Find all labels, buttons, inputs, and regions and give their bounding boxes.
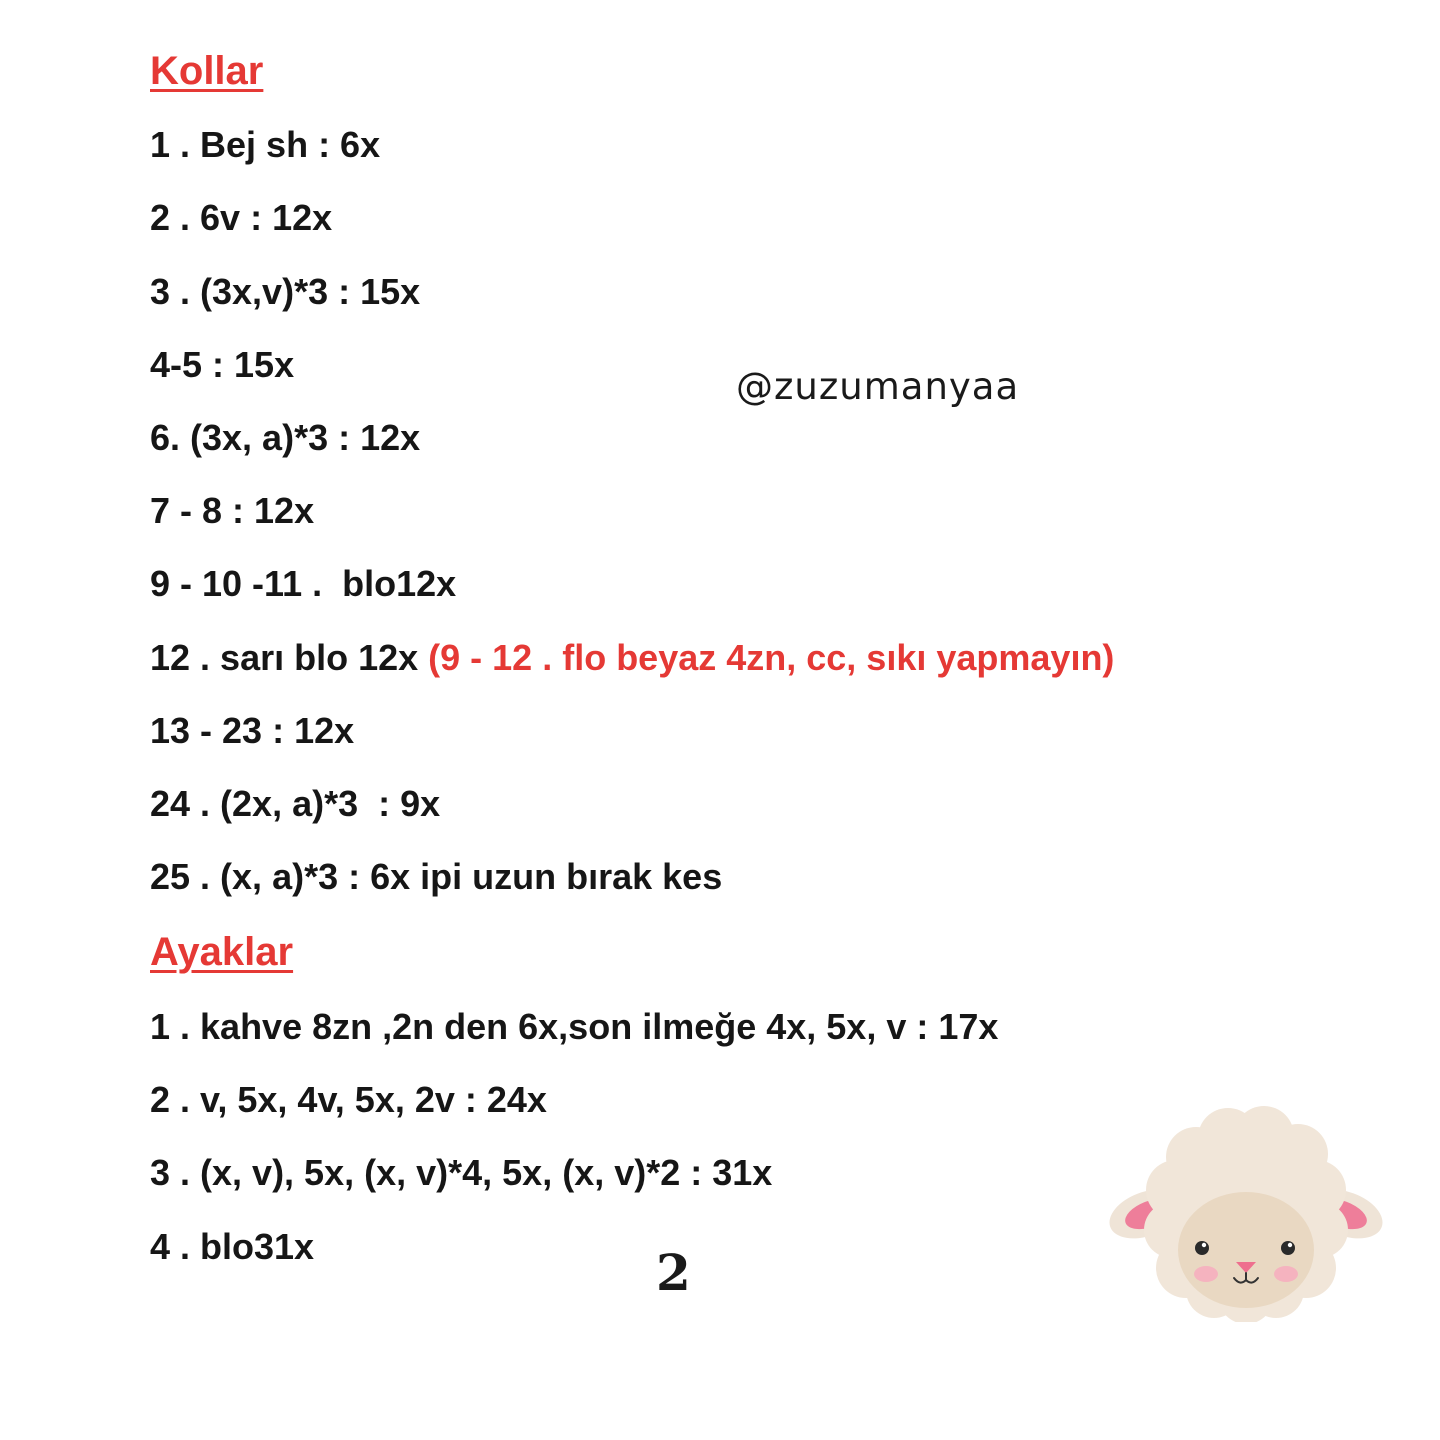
pattern-row: 25 . (x, a)*3 : 6x ipi uzun bırak kes [150,856,723,897]
pattern-row: 4-5 : 15x [150,344,295,385]
heading-kollar: Kollar [150,49,264,93]
heading-ayaklar: Ayaklar [150,930,294,974]
pattern-row: 13 - 23 : 12x [150,710,355,751]
page-number: 2 [656,1243,691,1302]
pattern-row: 3 . (3x,v)*3 : 15x [150,271,421,312]
watermark: @zuzumanyaa [736,365,1020,408]
pattern-row: 6. (3x, a)*3 : 12x [150,417,421,458]
pattern-row: 4 . blo31x [150,1226,315,1267]
pattern-row-text: 12 . sarı blo 12x [150,637,429,678]
pattern-row: 24 . (2x, a)*3 : 9x [150,783,441,824]
pattern-row: 7 - 8 : 12x [150,490,315,531]
pattern-row: 9 - 10 -11 . blo12x [150,563,457,604]
sheep-face-icon [1106,1102,1386,1322]
pattern-row: 3 . (x, v), 5x, (x, v)*4, 5x, (x, v)*2 : 31x [150,1152,773,1193]
pattern-row: 1 . kahve 8zn ,2n den 6x,son ilmeğe 4x, 5x, v : 17x [150,1006,999,1047]
pattern-row: 2 . 6v : 12x [150,197,333,238]
pattern-row: 2 . v, 5x, 4v, 5x, 2v : 24x [150,1079,547,1120]
pattern-row [150,637,1114,679]
pattern-row: 1 . Bej sh : 6x [150,124,381,165]
pattern-row-note: (9 - 12 . flo beyaz 4zn, cc, sıkı yapmayın) [428,637,1115,678]
